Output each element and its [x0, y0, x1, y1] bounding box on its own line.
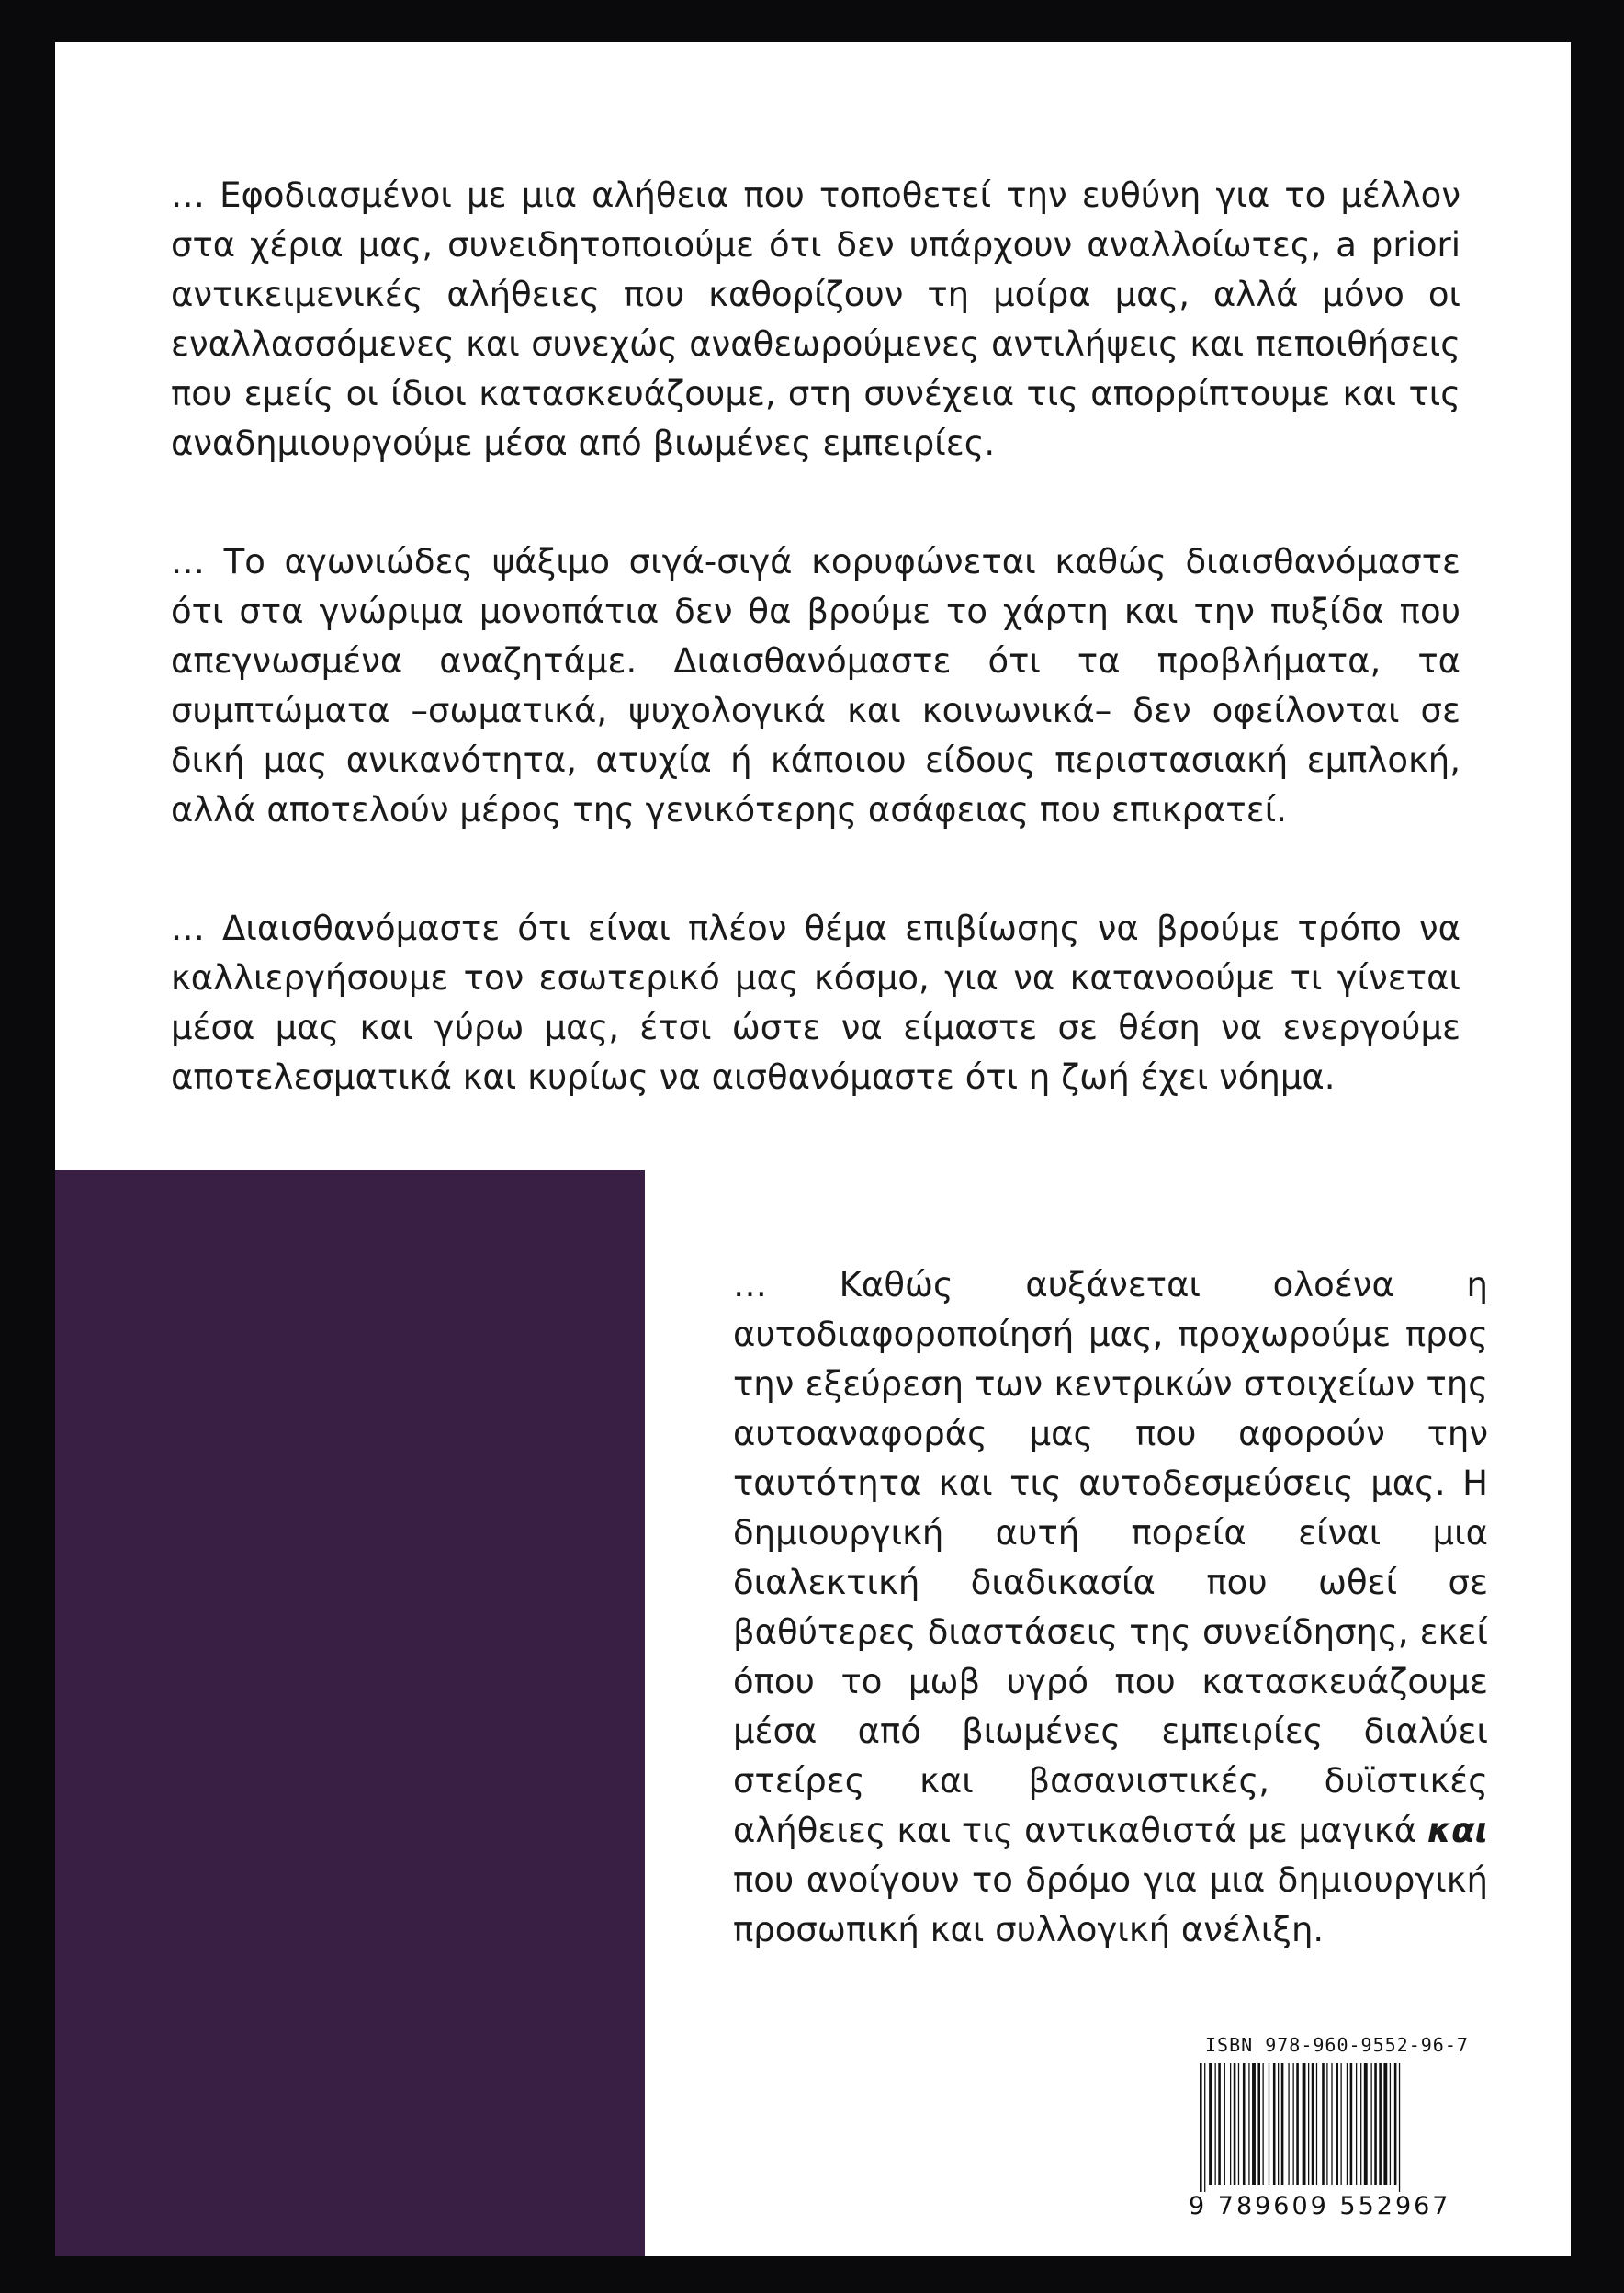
barcode-bar: [1399, 2063, 1400, 2192]
barcode-bar: [1288, 2063, 1289, 2185]
barcode-bar: [1200, 2063, 1202, 2192]
barcode-bar: [1308, 2063, 1309, 2185]
right-text-block: [733, 1260, 1488, 1955]
barcode-bar: [1350, 2063, 1353, 2185]
bottom-right-text-panel: [645, 1170, 1571, 2256]
paragraph-1: … Εφοδιασμένοι με μια αλήθεια που τοποθετεί την ευθύνη για το μέλλον στα χέρια μας, συνειδητοποιούμε ότι δεν υπάρχουν αναλλοίωτες, a priori αντικειμενικές αλήθειες που καθορίζουν τη μοίρα μας, αλλά μόνο οι εναλλασσόμενες και συνεχώς αναθεωρούμενες αντιλήψεις και πεποιθήσεις που εμείς οι ίδιοι κατασκευάζουμε, στη συνέχεια τις απορρίπτουμε και τις αναδημιουργούμε μέσα από βιωμένες εμπειρίες.: [171, 175, 1460, 463]
barcode-bar: [1248, 2063, 1249, 2185]
paragraph-4-end: που ανοίγουν το δρόμο για μια δημιουργική προσωπική και συλλογική ανέλιξη.: [733, 1860, 1488, 1949]
barcode-bar: [1230, 2063, 1231, 2185]
barcode-bar: [1312, 2063, 1314, 2185]
barcode-bar: [1394, 2063, 1397, 2185]
barcode-bar: [1218, 2063, 1221, 2185]
emphasized-word: και: [1427, 1811, 1488, 1850]
barcode-bar: [1364, 2063, 1368, 2185]
barcode-bar: [1340, 2063, 1341, 2185]
barcode-bar: [1316, 2063, 1317, 2185]
isbn-label: ISBN 978-960-9552-96-7: [1205, 2034, 1469, 2056]
barcode-bar: [1252, 2063, 1256, 2185]
barcode-bar: [1204, 2063, 1205, 2192]
top-text-block: [171, 171, 1460, 1102]
paragraph-2: … Το αγωνιώδες ψάξιμο σιγά-σιγά κορυφώνεται καθώς διαισθανόμαστε ότι στα γνώριμα μονοπάτια δεν θα βρούμε το χάρτη και την πυξίδα που απεγνωσμένα αναζητάμε. Διαισθανόμαστε ότι τα προβλήματα, τα συμπτώματα –σωματικά, ψυχολογικά και κοινωνικά– δεν οφείλονται σε δική μας ανικανότητα, ατυχία ή κάποιου είδους περιστασιακή εμπλοκή, αλλά αποτελούν μέρος της γενικότερης ασάφειας που επικρατεί.: [171, 542, 1460, 830]
barcode-bar: [1296, 2063, 1299, 2185]
barcode-icon: [1198, 2063, 1499, 2192]
barcode-bar: [1360, 2063, 1361, 2185]
barcode-bar: [1243, 2063, 1246, 2185]
barcode-bar: [1370, 2063, 1371, 2185]
isbn-barcode-block: [1189, 2027, 1508, 2236]
barcode-bar: [1273, 2063, 1276, 2185]
barcode-bar: [1322, 2063, 1325, 2185]
top-text-panel: [55, 42, 1571, 1170]
paragraph-3: … Διαισθανόμαστε ότι είναι πλέον θέμα επιβίωσης να βρούμε τρόπο να καλλιεργήσουμε τον εσωτερικό μας κόσμο, για να κατανοούμε τι γίνεται μέσα μας και γύρω μας, έτσι ώστε να είμαστε σε θέση να ενεργούμε αποτελεσματικά και κυρίως να αισθανόμαστε ότι η ζωή έχει νόημα.: [171, 909, 1460, 1097]
barcode-bar: [1326, 2063, 1327, 2185]
barcode-bar: [1347, 2063, 1348, 2185]
barcode-bar: [1262, 2063, 1263, 2185]
barcode-bar: [1383, 2063, 1387, 2185]
barcode-bar: [1379, 2063, 1382, 2185]
barcode-bar: [1257, 2063, 1260, 2185]
barcode-bar: [1292, 2063, 1293, 2185]
barcode-bar: [1209, 2063, 1212, 2185]
barcode-bar: [1390, 2063, 1391, 2185]
paragraph-4-start: … Καθώς αυξάνεται ολοένα η αυτοδιαφοροποίησή μας, προχωρούμε προς την εξεύρεση των κεντρικών στοιχείων της αυτοαναφοράς μας που αφορούν την ταυτότητα και τις αυτοδεσμεύσεις μας. Η δημιουργική αυτή πορεία είναι μια διαλεκτική διαδικασία που ωθεί σε βαθύτερες διαστάσεις της συνείδησης, εκεί όπου το μωβ υγρό που κατασκευάζουμε μέσα από βιωμένες εμπειρίες διαλύει στείρες και βασανιστικές, δυϊστικές αλήθειες και τις αντικαθιστά με μαγικά: [733, 1265, 1488, 1850]
book-back-cover: [55, 42, 1571, 2256]
barcode-bar: [1356, 2063, 1357, 2185]
barcode-bar: [1238, 2063, 1239, 2185]
barcode-bar: [1215, 2063, 1216, 2185]
barcode-bar: [1331, 2063, 1332, 2185]
barcode-bar: [1234, 2063, 1236, 2185]
barcode-bar: [1374, 2063, 1377, 2185]
barcode-bar: [1278, 2063, 1279, 2185]
ean-digits: 9 789609 552967: [1189, 2192, 1451, 2220]
barcode-bar: [1336, 2063, 1338, 2185]
barcode-bar: [1281, 2063, 1284, 2185]
barcode-bar: [1224, 2063, 1225, 2185]
paragraph-4: [733, 1260, 1488, 1955]
barcode-bar: [1303, 2063, 1306, 2185]
